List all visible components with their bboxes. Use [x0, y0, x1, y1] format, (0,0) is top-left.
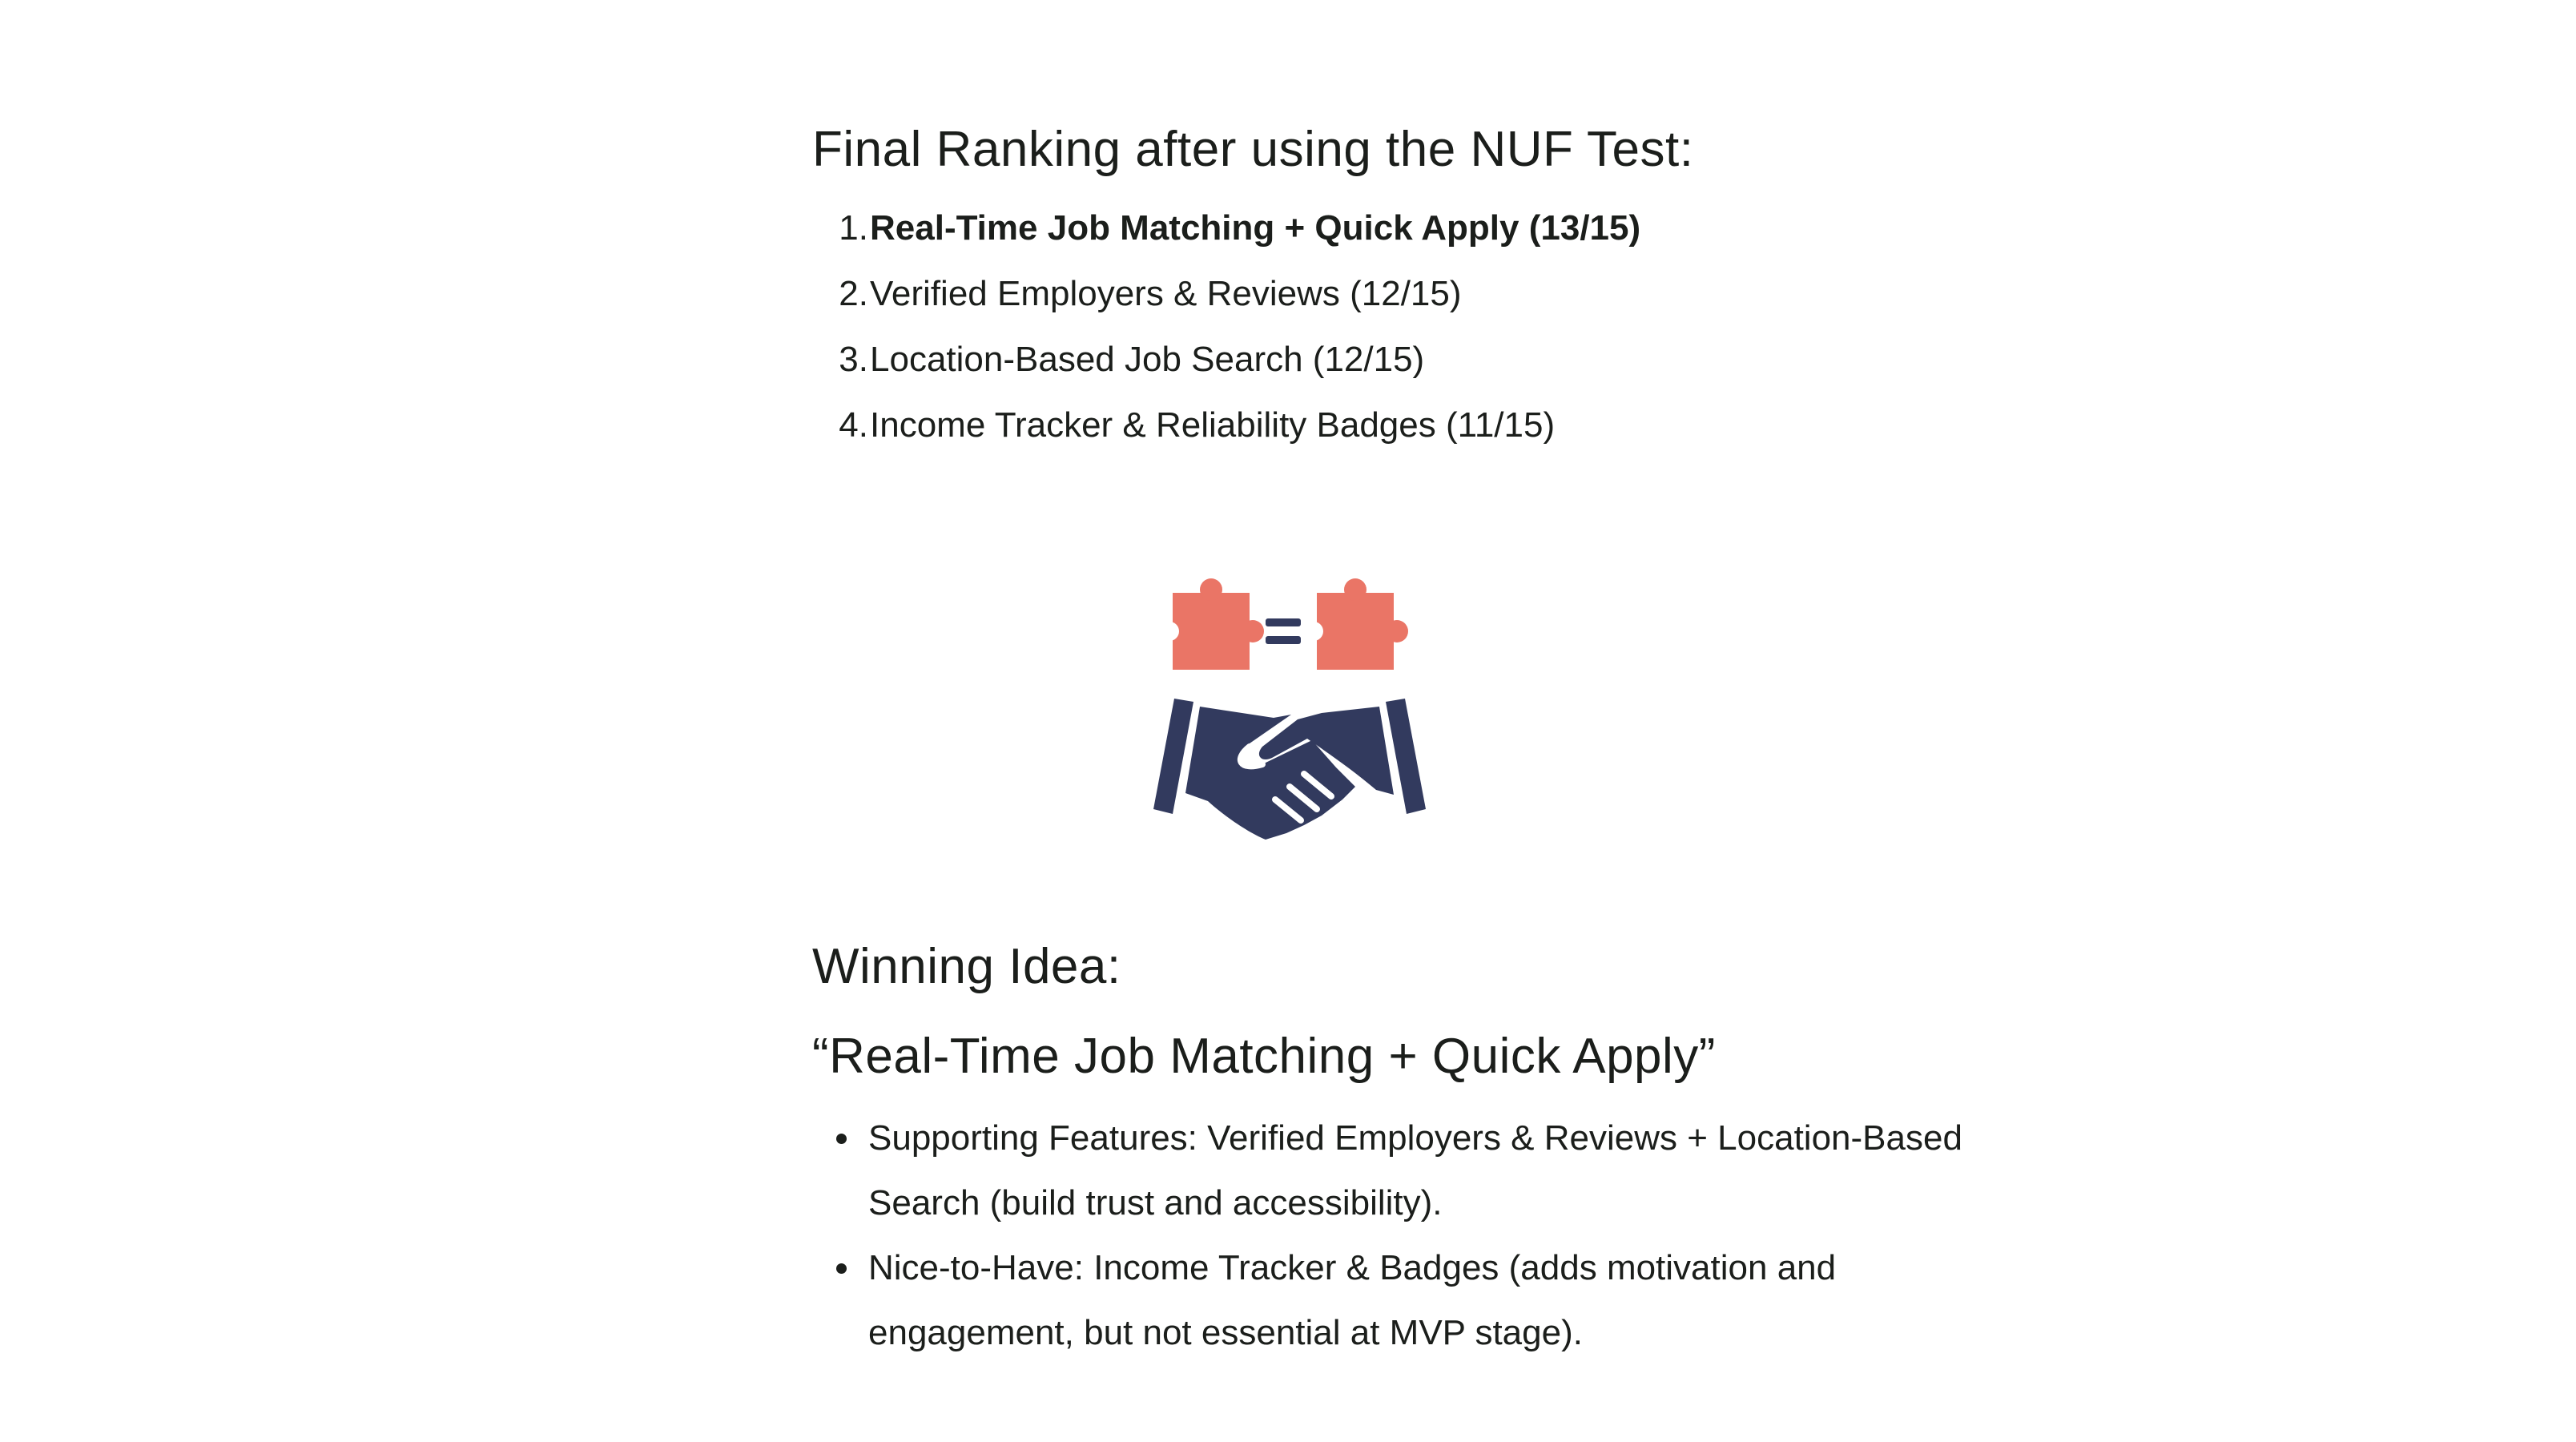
- ranking-section: [812, 120, 2014, 458]
- list-item-text: Nice-to-Have: Income Tracker & Badges (adds motivation and engagement, but not essential at MVP stage).: [868, 1248, 1837, 1352]
- feature-list: [812, 1106, 2014, 1365]
- ranking-number: 4.: [839, 405, 868, 445]
- ranking-number: 2.: [839, 274, 868, 314]
- list-item-text: Supporting Features: Verified Employers & Reviews + Location-Based Search (build trust and accessibility).: [868, 1118, 1962, 1222]
- ranking-number: 1.: [839, 208, 868, 248]
- winning-idea-quote: “Real-Time Job Matching + Quick Apply”: [812, 1029, 1716, 1084]
- ranking-item-1: [812, 195, 2014, 261]
- list-item: [812, 1235, 2014, 1365]
- ranking-item-2: [812, 261, 2014, 327]
- left-puzzle-piece-icon: [1160, 578, 1264, 670]
- ranking-text: Real-Time Job Matching + Quick Apply (13/15): [870, 208, 1641, 248]
- ranking-list: [812, 195, 2014, 458]
- list-item: [812, 1106, 2014, 1235]
- ranking-text: Verified Employers & Reviews (12/15): [870, 274, 1462, 314]
- ranking-item-3: [812, 327, 2014, 393]
- winning-idea-heading: Winning Idea:: [812, 939, 1121, 994]
- right-puzzle-piece-icon: [1304, 578, 1408, 670]
- puzzle-handshake-icon: [1121, 561, 1458, 897]
- bullet-icon: [836, 1263, 847, 1274]
- handshake-icon: [1153, 699, 1426, 840]
- equals-icon: [1266, 618, 1301, 644]
- ranking-text: Location-Based Job Search (12/15): [870, 340, 1425, 380]
- bullet-icon: [836, 1134, 847, 1144]
- ranking-item-4: [812, 393, 2014, 458]
- ranking-number: 3.: [839, 340, 868, 380]
- ranking-heading: Final Ranking after using the NUF Test:: [812, 122, 1694, 177]
- ranking-text: Income Tracker & Reliability Badges (11/15): [870, 405, 1556, 445]
